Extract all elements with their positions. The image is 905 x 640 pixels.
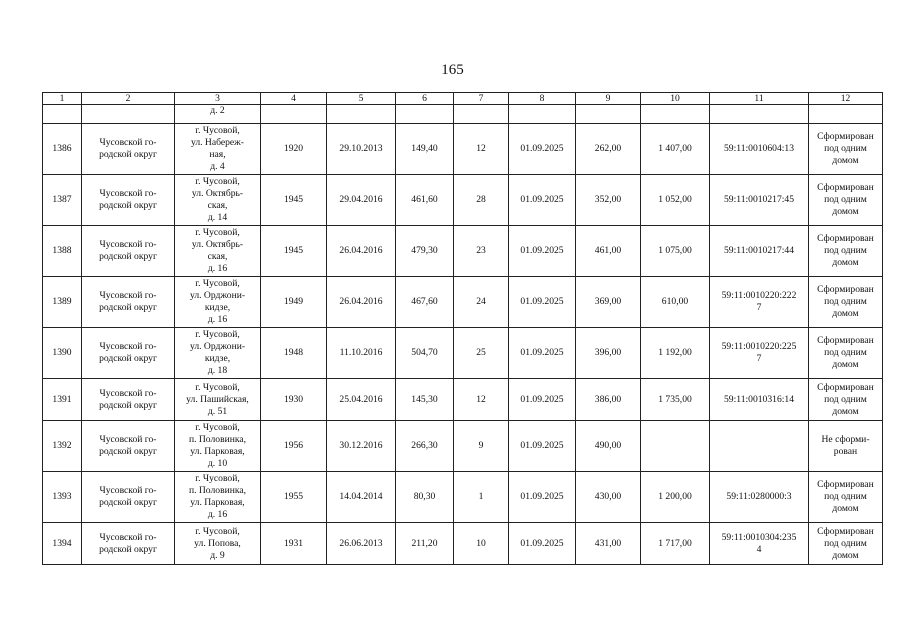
status-cell: Сформирован под одним домом (809, 277, 883, 328)
deadline-cell: 01.09.2025 (509, 226, 576, 277)
row-number: 1389 (43, 277, 82, 328)
date-cell: 25.04.2016 (327, 379, 396, 421)
area-cell: 80,30 (396, 472, 454, 523)
municipality-cell: Чусовской го- родской округ (82, 226, 175, 277)
table-row (43, 421, 883, 472)
year-cell: 1945 (261, 175, 327, 226)
table-cell (576, 105, 641, 124)
status-cell: Сформирован под одним домом (809, 328, 883, 379)
deadline-cell: 01.09.2025 (509, 328, 576, 379)
year-cell: 1955 (261, 472, 327, 523)
date-cell: 11.10.2016 (327, 328, 396, 379)
cadastral-number-cell: 59:11:0010220:222 7 (710, 277, 809, 328)
value2-cell (641, 421, 710, 472)
municipality-cell: Чусовской го- родской округ (82, 472, 175, 523)
column-header: 2 (82, 93, 175, 105)
count-cell: 12 (454, 124, 509, 175)
value1-cell: 431,00 (576, 523, 641, 565)
table-row (43, 277, 883, 328)
date-cell: 29.04.2016 (327, 175, 396, 226)
address-cell: г. Чусовой, ул. Пашийская, д. 51 (175, 379, 261, 421)
value2-cell: 1 192,00 (641, 328, 710, 379)
column-number-row (43, 93, 883, 105)
date-cell: 30.12.2016 (327, 421, 396, 472)
row-number: 1388 (43, 226, 82, 277)
area-cell: 467,60 (396, 277, 454, 328)
cadastral-number-cell: 59:11:0010316:14 (710, 379, 809, 421)
column-header: 10 (641, 93, 710, 105)
count-cell: 9 (454, 421, 509, 472)
table-row (43, 379, 883, 421)
row-number: 1392 (43, 421, 82, 472)
value1-cell: 430,00 (576, 472, 641, 523)
row-number: 1390 (43, 328, 82, 379)
address-cell: г. Чусовой, ул. Набереж- ная, д. 4 (175, 124, 261, 175)
row-number: 1394 (43, 523, 82, 565)
column-header: 4 (261, 93, 327, 105)
table-row (43, 124, 883, 175)
table-cell (641, 105, 710, 124)
deadline-cell: 01.09.2025 (509, 175, 576, 226)
table-header (43, 93, 883, 105)
column-header: 6 (396, 93, 454, 105)
table-cell (509, 105, 576, 124)
value1-cell: 490,00 (576, 421, 641, 472)
table-cell (396, 105, 454, 124)
page-number: 165 (441, 62, 464, 78)
area-cell: 479,30 (396, 226, 454, 277)
deadline-cell: 01.09.2025 (509, 379, 576, 421)
area-cell: 266,30 (396, 421, 454, 472)
housing-registry-table (42, 92, 883, 565)
value2-cell: 1 052,00 (641, 175, 710, 226)
column-header: 12 (809, 93, 883, 105)
status-cell: Сформирован под одним домом (809, 379, 883, 421)
area-cell: 211,20 (396, 523, 454, 565)
cadastral-number-cell: 59:11:0010217:44 (710, 226, 809, 277)
status-cell: Сформирован под одним домом (809, 472, 883, 523)
count-cell: 12 (454, 379, 509, 421)
municipality-cell: Чусовской го- родской округ (82, 379, 175, 421)
status-cell: Сформирован под одним домом (809, 175, 883, 226)
date-cell: 29.10.2013 (327, 124, 396, 175)
year-cell: 1920 (261, 124, 327, 175)
table-cell (261, 105, 327, 124)
table-row (43, 175, 883, 226)
value2-cell: 1 735,00 (641, 379, 710, 421)
table-row (43, 472, 883, 523)
cadastral-number-cell: 59:11:0010304:235 4 (710, 523, 809, 565)
cadastral-number-cell: 59:11:0010604:13 (710, 124, 809, 175)
year-cell: 1930 (261, 379, 327, 421)
status-cell: Сформирован под одним домом (809, 226, 883, 277)
deadline-cell: 01.09.2025 (509, 472, 576, 523)
value2-cell: 1 200,00 (641, 472, 710, 523)
municipality-cell: Чусовской го- родской округ (82, 421, 175, 472)
column-header: 5 (327, 93, 396, 105)
year-cell: 1945 (261, 226, 327, 277)
value1-cell: 352,00 (576, 175, 641, 226)
value2-cell: 1 407,00 (641, 124, 710, 175)
row-number: 1393 (43, 472, 82, 523)
status-cell: Не сформи- рован (809, 421, 883, 472)
deadline-cell: 01.09.2025 (509, 421, 576, 472)
count-cell: 28 (454, 175, 509, 226)
value2-cell: 1 717,00 (641, 523, 710, 565)
table-row (43, 523, 883, 565)
value2-cell: 1 075,00 (641, 226, 710, 277)
area-cell: 149,40 (396, 124, 454, 175)
address-cell: г. Чусовой, п. Половинка, ул. Парковая, д. 10 (175, 421, 261, 472)
year-cell: 1948 (261, 328, 327, 379)
continuation-row (43, 105, 883, 124)
count-cell: 23 (454, 226, 509, 277)
column-header: 7 (454, 93, 509, 105)
area-cell: 145,30 (396, 379, 454, 421)
value1-cell: 262,00 (576, 124, 641, 175)
municipality-cell: Чусовской го- родской округ (82, 175, 175, 226)
count-cell: 25 (454, 328, 509, 379)
table-cell (82, 105, 175, 124)
municipality-cell: Чусовской го- родской округ (82, 277, 175, 328)
column-header: 1 (43, 93, 82, 105)
area-cell: 461,60 (396, 175, 454, 226)
status-cell: Сформирован под одним домом (809, 124, 883, 175)
column-header: 3 (175, 93, 261, 105)
area-cell: 504,70 (396, 328, 454, 379)
column-header: 11 (710, 93, 809, 105)
deadline-cell: 01.09.2025 (509, 124, 576, 175)
cadastral-number-cell: 59:11:0010217:45 (710, 175, 809, 226)
count-cell: 1 (454, 472, 509, 523)
deadline-cell: 01.09.2025 (509, 523, 576, 565)
address-cell: г. Чусовой, п. Половинка, ул. Парковая, д. 16 (175, 472, 261, 523)
address-cell: г. Чусовой, ул. Орджони- кидзе, д. 18 (175, 328, 261, 379)
address-cell: г. Чусовой, ул. Орджони- кидзе, д. 16 (175, 277, 261, 328)
date-cell: 26.04.2016 (327, 277, 396, 328)
cadastral-number-cell: 59:11:0280000:3 (710, 472, 809, 523)
table-row (43, 328, 883, 379)
table-cell (809, 105, 883, 124)
value1-cell: 369,00 (576, 277, 641, 328)
municipality-cell: Чусовской го- родской округ (82, 328, 175, 379)
row-number: 1387 (43, 175, 82, 226)
value2-cell: 610,00 (641, 277, 710, 328)
value1-cell: 396,00 (576, 328, 641, 379)
row-number: 1391 (43, 379, 82, 421)
address-cell: г. Чусовой, ул. Октябрь- ская, д. 14 (175, 175, 261, 226)
status-cell: Сформирован под одним домом (809, 523, 883, 565)
date-cell: 26.06.2013 (327, 523, 396, 565)
column-header: 8 (509, 93, 576, 105)
address-cell: г. Чусовой, ул. Октябрь- ская, д. 16 (175, 226, 261, 277)
table-cell (43, 105, 82, 124)
count-cell: 24 (454, 277, 509, 328)
table-cell (710, 105, 809, 124)
cadastral-number-cell (710, 421, 809, 472)
deadline-cell: 01.09.2025 (509, 277, 576, 328)
cadastral-number-cell: 59:11:0010220:225 7 (710, 328, 809, 379)
table-row (43, 226, 883, 277)
municipality-cell: Чусовской го- родской округ (82, 124, 175, 175)
table-cell (327, 105, 396, 124)
address-cell: г. Чусовой, ул. Попова, д. 9 (175, 523, 261, 565)
value1-cell: 461,00 (576, 226, 641, 277)
continuation-address: д. 2 (175, 105, 261, 124)
municipality-cell: Чусовской го- родской округ (82, 523, 175, 565)
column-header: 9 (576, 93, 641, 105)
date-cell: 14.04.2014 (327, 472, 396, 523)
count-cell: 10 (454, 523, 509, 565)
year-cell: 1931 (261, 523, 327, 565)
table-cell (454, 105, 509, 124)
year-cell: 1956 (261, 421, 327, 472)
table-body (43, 105, 883, 565)
date-cell: 26.04.2016 (327, 226, 396, 277)
value1-cell: 386,00 (576, 379, 641, 421)
row-number: 1386 (43, 124, 82, 175)
year-cell: 1949 (261, 277, 327, 328)
